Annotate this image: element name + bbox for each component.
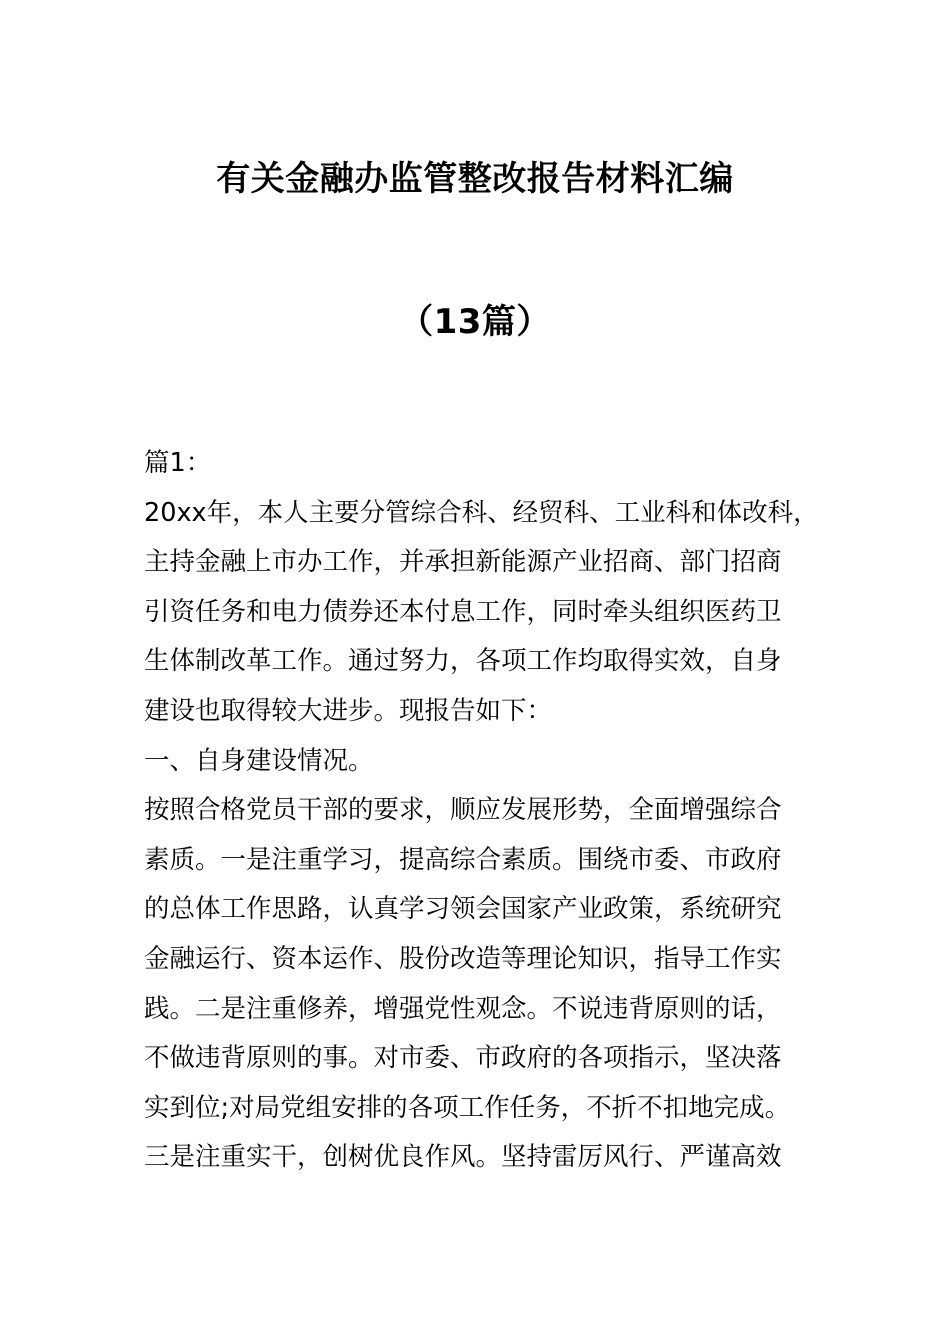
body-line: 篇1： bbox=[144, 448, 212, 478]
section-heading: 一、自身建设情况。 bbox=[144, 745, 374, 776]
body-line: 建设也取得较大进步。现报告如下： bbox=[144, 695, 553, 726]
body-line: 的总体工作思路，认真学习领会国家产业政策，系统研究 bbox=[144, 894, 782, 925]
body-line: 三是注重实干，创树优良作风。坚持雷厉风行、严谨高效 bbox=[144, 1142, 782, 1173]
body-line: 20xx年，本人主要分管综合科、经贸科、工业科和体改科， bbox=[144, 497, 819, 528]
document-title: 有关金融办监管整改报告材料汇编 bbox=[216, 159, 734, 199]
body-line: 践。二是注重修养，增强党性观念。不说违背原则的话， bbox=[144, 993, 782, 1024]
body-line: 素质。一是注重学习，提高综合素质。围绕市委、市政府 bbox=[144, 844, 782, 875]
body-line: 不做违背原则的事。对市委、市政府的各项指示，坚决落 bbox=[144, 1043, 782, 1074]
body-line: 引资任务和电力债券还本付息工作，同时牵头组织医药卫 bbox=[144, 596, 782, 627]
body-line: 按照合格党员干部的要求，顺应发展形势，全面增强综合 bbox=[144, 795, 782, 826]
body-line: 生体制改革工作。通过努力，各项工作均取得实效，自身 bbox=[144, 646, 782, 677]
document-body bbox=[144, 439, 834, 1183]
body-line: 主持金融上市办工作，并承担新能源产业招商、部门招商 bbox=[144, 547, 782, 578]
document-subtitle: （13篇） bbox=[399, 302, 551, 342]
body-line: 实到位;对局党组安排的各项工作任务，不折不扣地完成。 bbox=[144, 1092, 791, 1123]
body-line: 金融运行、资本运作、股份改造等理论知识，指导工作实 bbox=[144, 943, 782, 974]
